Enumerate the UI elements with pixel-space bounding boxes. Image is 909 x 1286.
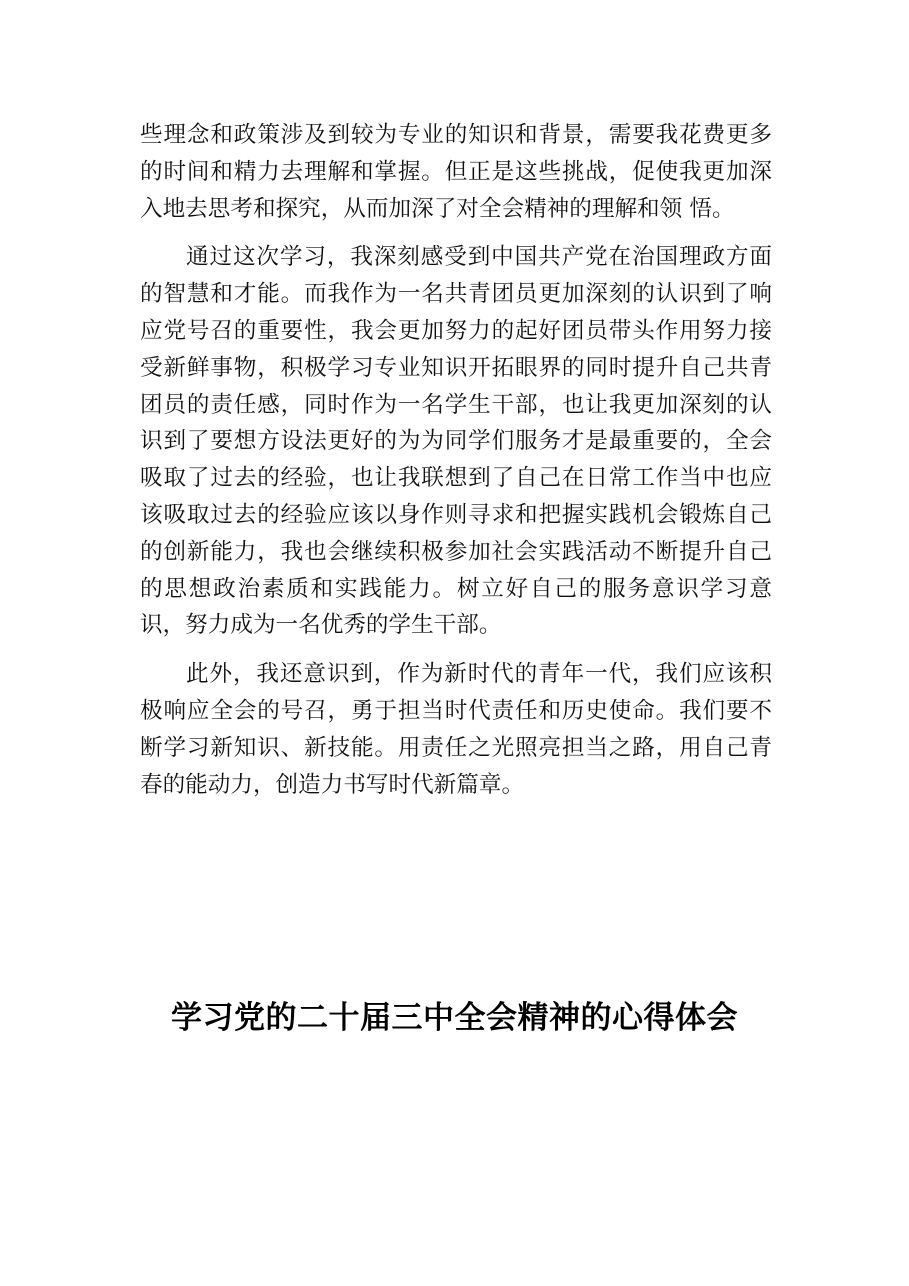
paragraph-continuation: 些理念和政策涉及到较为专业的知识和背景，需要我花费更多的时间和精力去理解和掌握。但正是这些挑战，促使我更加深入地去思考和探究，从而加深了对全会精神的理解和领 悟。: [140, 122, 772, 222]
document-body: [140, 117, 772, 803]
paragraph-youth-responsibility: 此外，我还意识到，作为新时代的青年一代，我们应该积极响应全会的号召，勇于担当时代责任和历史使命。我们要不断学习新知识、新技能。用责任之光照亮担当之路，用自己青春的能动力，创造力书写时代新篇章。: [140, 661, 772, 798]
section-heading: 学习党的二十届三中全会精神的心得体会: [171, 1000, 738, 1036]
paragraph-study-reflection: 通过这次学习，我深刻感受到中国共产党在治国理政方面的智慧和才能。而我作为一名共青团员更加深刻的认识到了响应党号召的重要性，我会更加努力的起好团员带头作用努力接受新鲜事物，积极学习专业知识开拓眼界的同时提升自己共青团员的责任感，同时作为一名学生干部，也让我更加深刻的认识到了要想方设法更好的为为同学们服务才是最重要的，全会吸取了过去的经验，也让我联想到了自己在日常工作当中也应该吸取过去的经验应该以身作则寻求和把握实践机会锻炼自己的创新能力，我也会继续积极参加社会实践活动不断提升自己的思想政治素质和实践能力。树立好自己的服务意识学习意识，努力成为一名优秀的学生干部。: [140, 244, 772, 639]
